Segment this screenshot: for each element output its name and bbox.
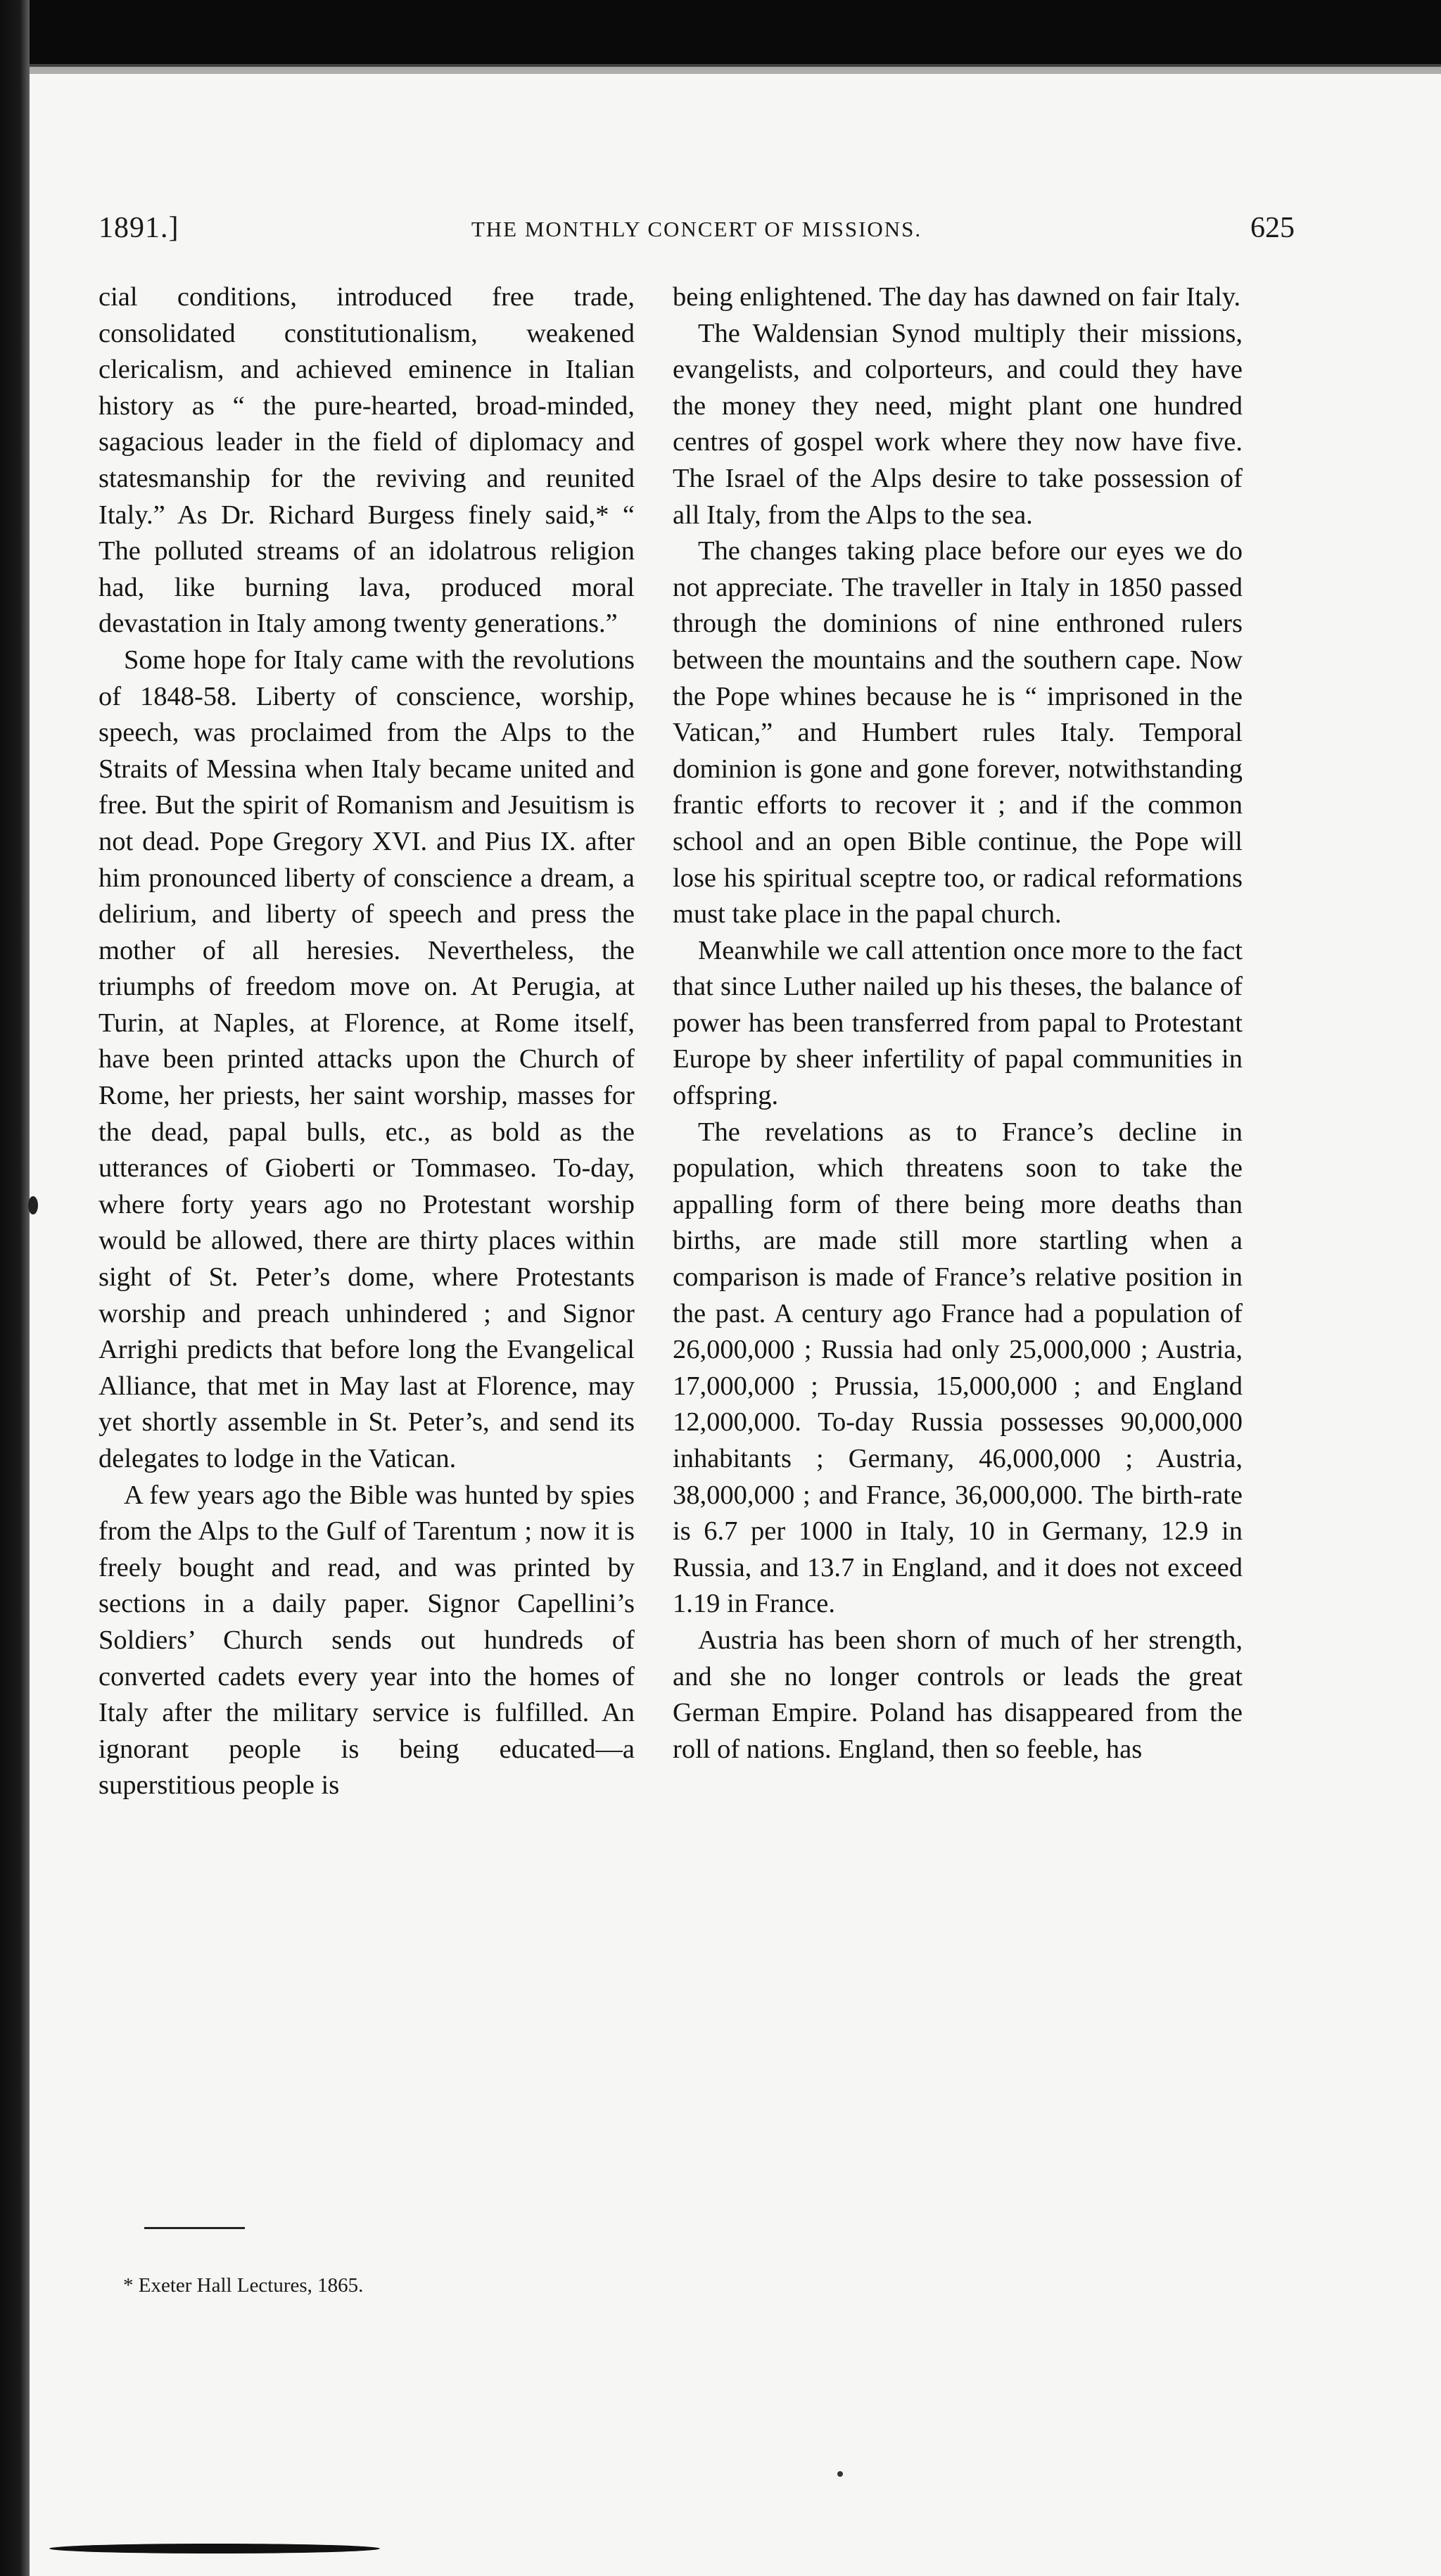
- paragraph-changes: The changes taking place before our eyes we do not appreciate. The traveller in Italy in 1850 passed through the dominions of nine enthroned rulers between the mountains and the southern cape. Now the Pope whines because he is “ imprisoned in the Vatican,” and Humbert rules Italy. Temporal dominion is gone and gone forever, notwithstanding frantic efforts to recover it ; and if the common school and an open Bible continue, the Pope will lose his spiritual sceptre too, or radical reformations must take place in the papal church.: [673, 536, 1243, 929]
- stray-dot: [837, 2471, 843, 2477]
- page-number: 625: [1250, 212, 1295, 244]
- scan-notch: [28, 1196, 38, 1214]
- scan-top-edge: [0, 0, 1441, 67]
- paragraph-waldensian-synod: The Waldensian Synod multiply their missions, evangelists, and colporteurs, and could they have the money they need, might plant one hundred centres of gospel work where they now have five. The Israel of the Alps desire to take possession of all Italy, from the Alps to the sea.: [673, 318, 1243, 530]
- footnote: * Exeter Hall Lectures, 1865.: [123, 2274, 364, 2297]
- left-column: [99, 279, 635, 1804]
- paragraph-enlightened: being enlightened. The day has dawned on fair Italy.: [673, 282, 1241, 312]
- journal-title: THE MONTHLY CONCERT OF MISSIONS.: [471, 217, 922, 241]
- right-column: [673, 279, 1243, 1768]
- paragraph-meanwhile: Meanwhile we call attention once more to the fact that since Luther nailed up his theses, the balance of power has been transferred from papal to Protestant Europe by sheer infertility of papal communities in offspring.: [673, 935, 1243, 1111]
- paragraph-austria: Austria has been shorn of much of her strength, and she no longer controls or leads the great German Empire. Poland has disappeared from the roll of nations. England, then so feeble, has: [673, 1625, 1243, 1764]
- paragraph-france-decline: The revelations as to France’s decline in population, which threatens soon to take the appalling form of there being more deaths than births, are made still more startling when a comparison is made of France’s relative position in the past. A century ago France had a population of 26,000,000 ; Russia had only 25,000,000 ; Austria, 17,000,000 ; Prussia, 15,000,000 ; and England 12,000,000. To-day Russia possesses 90,000,000 inhabitants ; Germany, 46,000,000 ; Austria, 38,000,000 ; and France, 36,000,000. The birth-rate is 6.7 per 1000 in Italy, 10 in Germany, 12.9 in Russia, and 13.7 in England, and it does not exceed 1.19 in France.: [673, 1117, 1243, 1619]
- footnote-rule: [144, 2227, 245, 2229]
- paragraph-cavour-continued: cial conditions, introduced free trade, consolidated constitutionalism, weakened clericalism, and achieved eminence in Italian history as “ the pure-hearted, broad-minded, sagacious leader in the field of diplomacy and statesmanship for the reviving and reunited Italy.” As Dr. Richard Burgess finely said,* “ The polluted streams of an idolatrous religion had, like burning lava, produced moral devastation in Italy among twenty generations.”: [99, 282, 635, 639]
- page-year: 1891.]: [99, 212, 179, 244]
- scan-bottom-streak: [49, 2544, 380, 2553]
- scan-left-edge: [0, 0, 30, 2576]
- paragraph-hope-for-italy: Some hope for Italy came with the revolutions of 1848-58. Liberty of conscience, worship, speech, was proclaimed from the Alps to the Straits of Messina when Italy became united and free. But the spirit of Romanism and Jesuitism is not dead. Pope Gregory XVI. and Pius IX. after him pronounced liberty of conscience a dream, a delirium, and liberty of speech and press the mother of all heresies. Nevertheless, the triumphs of freedom move on. At Perugia, at Turin, at Naples, at Florence, at Rome itself, have been printed attacks upon the Church of Rome, her priests, her saint worship, masses for the dead, papal bulls, etc., as bold as the utterances of Gioberti or Tommaseo. To-day, where forty years ago no Protestant worship would be allowed, there are thirty places within sight of St. Peter’s dome, where Protestants worship and preach unhindered ; and Signor Arrighi predicts that before long the Evangelical Alliance, that met in May last at Florence, may yet shortly assemble in St. Peter’s, and send its delegates to lodge in the Vatican.: [99, 645, 635, 1473]
- running-head: [99, 211, 1295, 253]
- paragraph-bible-hunted: A few years ago the Bible was hunted by spies from the Alps to the Gulf of Tarentum ; now it is freely bought and read, and was printed by sections in a daily paper. Signor Capellini’s Soldiers’ Church sends out hundreds of converted cadets every year into the homes of Italy after the military service is fulfilled. An ignorant people is being educated—a superstitious people is: [99, 1480, 635, 1801]
